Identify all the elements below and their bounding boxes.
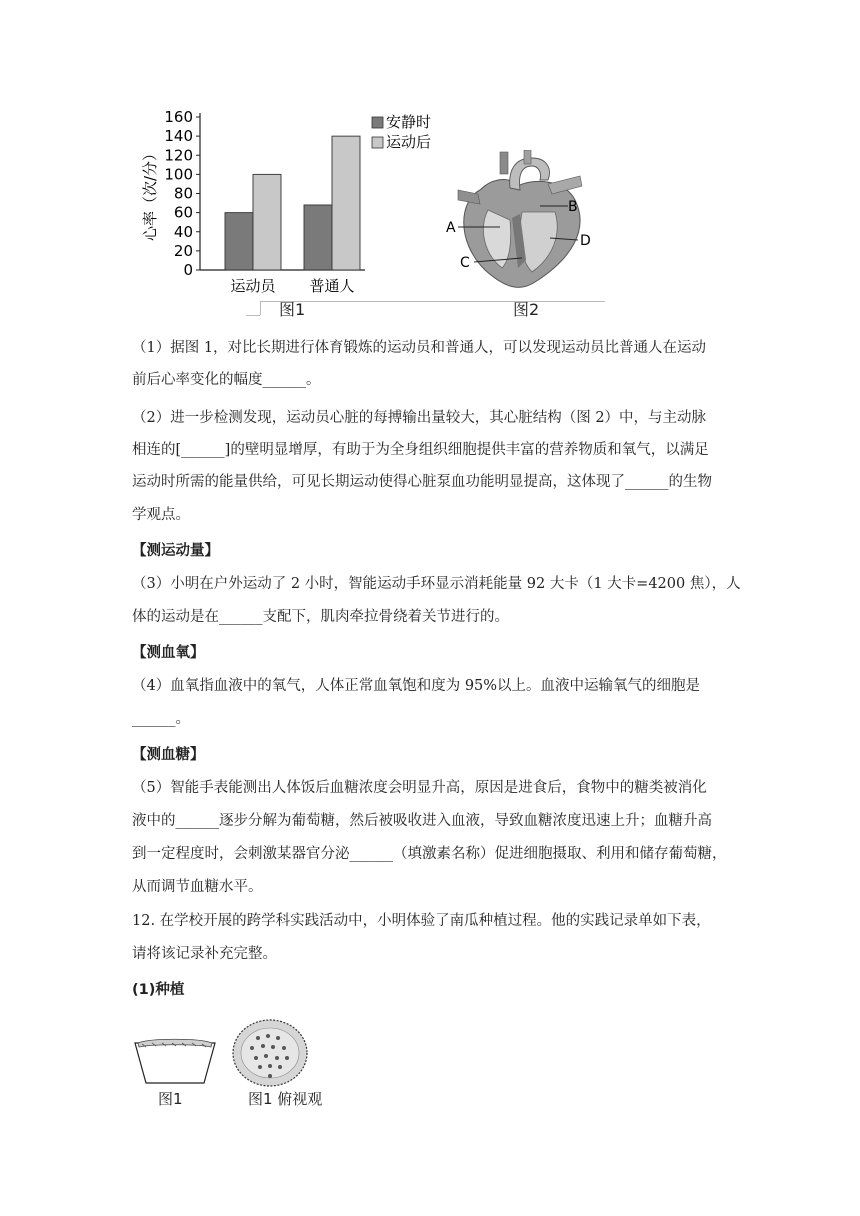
seed bbox=[278, 1065, 282, 1069]
q12-line-1: 12. 在学校开展的跨学科实践活动中，小明体验了南瓜种植过程。他的实践记录单如下表， bbox=[132, 913, 711, 929]
heart-diagram bbox=[440, 150, 610, 295]
seed bbox=[254, 1056, 258, 1060]
bar-1-0 bbox=[304, 205, 332, 270]
q3-line-1: （3）小明在户外运动了 2 小时，智能运动手环显示消耗能量 92 大卡（1 大卡=4200 焦），人 bbox=[132, 576, 741, 592]
q2-line-3: 运动时所需的能量供给，可见长期运动使得心脏泵血功能明显提高，这体现了______的生物 bbox=[132, 474, 712, 490]
bowl-side-caption: 图1 bbox=[158, 1090, 183, 1108]
chart-caption: 图1 bbox=[279, 300, 306, 319]
heart-label-b: B bbox=[568, 199, 578, 215]
y-axis-label: 心率（次/分） bbox=[141, 145, 159, 242]
q2-line-4: 学观点。 bbox=[132, 507, 190, 523]
legend-label-1: 运动后 bbox=[386, 133, 432, 151]
x-tick-label: 运动员 bbox=[230, 277, 276, 295]
figure-caption-rule bbox=[260, 301, 605, 302]
legend-swatch-1 bbox=[372, 137, 383, 148]
heart-label-c: C bbox=[460, 255, 470, 271]
bowl-top-view bbox=[230, 1018, 310, 1088]
bowl-body bbox=[135, 1043, 215, 1083]
legend-swatch-0 bbox=[372, 117, 383, 128]
vessel-top-left bbox=[500, 152, 508, 174]
seed bbox=[282, 1046, 286, 1050]
heading-plant: (1)种植 bbox=[132, 982, 185, 998]
seed bbox=[275, 1056, 279, 1060]
bar-0-0 bbox=[225, 213, 253, 270]
seed bbox=[285, 1056, 289, 1060]
bowl-top-caption: 图1 俯视观 bbox=[248, 1090, 323, 1108]
y-tick-label: 0 bbox=[183, 261, 193, 279]
heart-label-a: A bbox=[446, 220, 456, 236]
chart-legend bbox=[372, 113, 431, 151]
seed bbox=[256, 1036, 260, 1040]
y-tick-label: 20 bbox=[173, 241, 193, 260]
chart-bars bbox=[225, 136, 360, 295]
bar-1-1 bbox=[332, 136, 360, 270]
bowl-side-view bbox=[130, 1035, 220, 1087]
bar-0-1 bbox=[253, 174, 281, 270]
q4-line-2: ______。 bbox=[132, 711, 190, 727]
q5-line-1: （5）智能手表能测出人体饭后血糖浓度会明显升高，原因是进食后，食物中的糖类被消化 bbox=[132, 780, 707, 796]
y-tick-label: 120 bbox=[164, 146, 193, 165]
seed bbox=[271, 1045, 275, 1049]
q1-line-1: （1）据图 1，对比长期进行体育锻炼的运动员和普通人，可以发现运动员比普通人在运动 bbox=[132, 340, 707, 356]
seed bbox=[268, 1064, 272, 1068]
x-tick-label: 普通人 bbox=[309, 277, 355, 295]
y-tick-label: 60 bbox=[173, 203, 193, 222]
q4-line-1: （4）血氧指血液中的氧气，人体正常血氧饱和度为 95%以上。血液中运输氧气的细胞是 bbox=[132, 678, 701, 694]
seed bbox=[268, 1074, 272, 1078]
q5-line-4: 从而调节血糖水平。 bbox=[132, 879, 263, 895]
y-tick-label: 40 bbox=[173, 222, 193, 241]
bowl-inner bbox=[241, 1028, 299, 1078]
heart-label-d: D bbox=[580, 233, 591, 249]
q12-line-2: 请将该记录补充完整。 bbox=[132, 946, 277, 962]
q5-line-2: 液中的______逐步分解为葡萄糖，然后被吸收进入血液，导致血糖浓度迅速上升；血糖升高 bbox=[132, 813, 712, 829]
seed bbox=[261, 1044, 265, 1048]
heading-oxygen: 【测血氧】 bbox=[132, 644, 205, 661]
heart-caption: 图2 bbox=[513, 300, 540, 319]
figure-caption-tick-left bbox=[246, 315, 260, 316]
seed bbox=[264, 1054, 268, 1058]
seed bbox=[250, 1046, 254, 1050]
heading-sugar: 【测血糖】 bbox=[132, 746, 205, 763]
y-tick-label: 160 bbox=[164, 108, 193, 126]
q2-line-1: （2）进一步检测发现，运动员心脏的每搏输出量较大，其心脏结构（图 2）中，与主动脉 bbox=[132, 410, 707, 426]
y-tick-label: 140 bbox=[164, 127, 193, 146]
heading-exercise: 【测运动量】 bbox=[132, 542, 219, 559]
q2-line-2: 相连的[______]的壁明显增厚，有助于为全身组织细胞提供丰富的营养物质和氧气，以满足 bbox=[132, 442, 709, 458]
seed bbox=[266, 1034, 270, 1038]
q3-line-2: 体的运动是在______支配下，肌肉牵拉骨绕着关节进行的。 bbox=[132, 609, 509, 625]
seed bbox=[258, 1065, 262, 1069]
q5-line-3: 到一定程度时，会刺激某器官分泌______（填激素名称）促进细胞摄取、利用和储存葡萄糖， bbox=[132, 846, 727, 862]
vessel-top-mid bbox=[524, 150, 531, 164]
seed bbox=[276, 1036, 280, 1040]
q1-line-2: 前后心率变化的幅度______。 bbox=[132, 372, 321, 388]
legend-label-0: 安静时 bbox=[386, 113, 432, 131]
heart-rate-chart bbox=[135, 105, 445, 325]
figure-caption-tick bbox=[260, 301, 261, 315]
y-tick-label: 80 bbox=[173, 184, 193, 203]
y-tick-label: 100 bbox=[164, 165, 193, 184]
